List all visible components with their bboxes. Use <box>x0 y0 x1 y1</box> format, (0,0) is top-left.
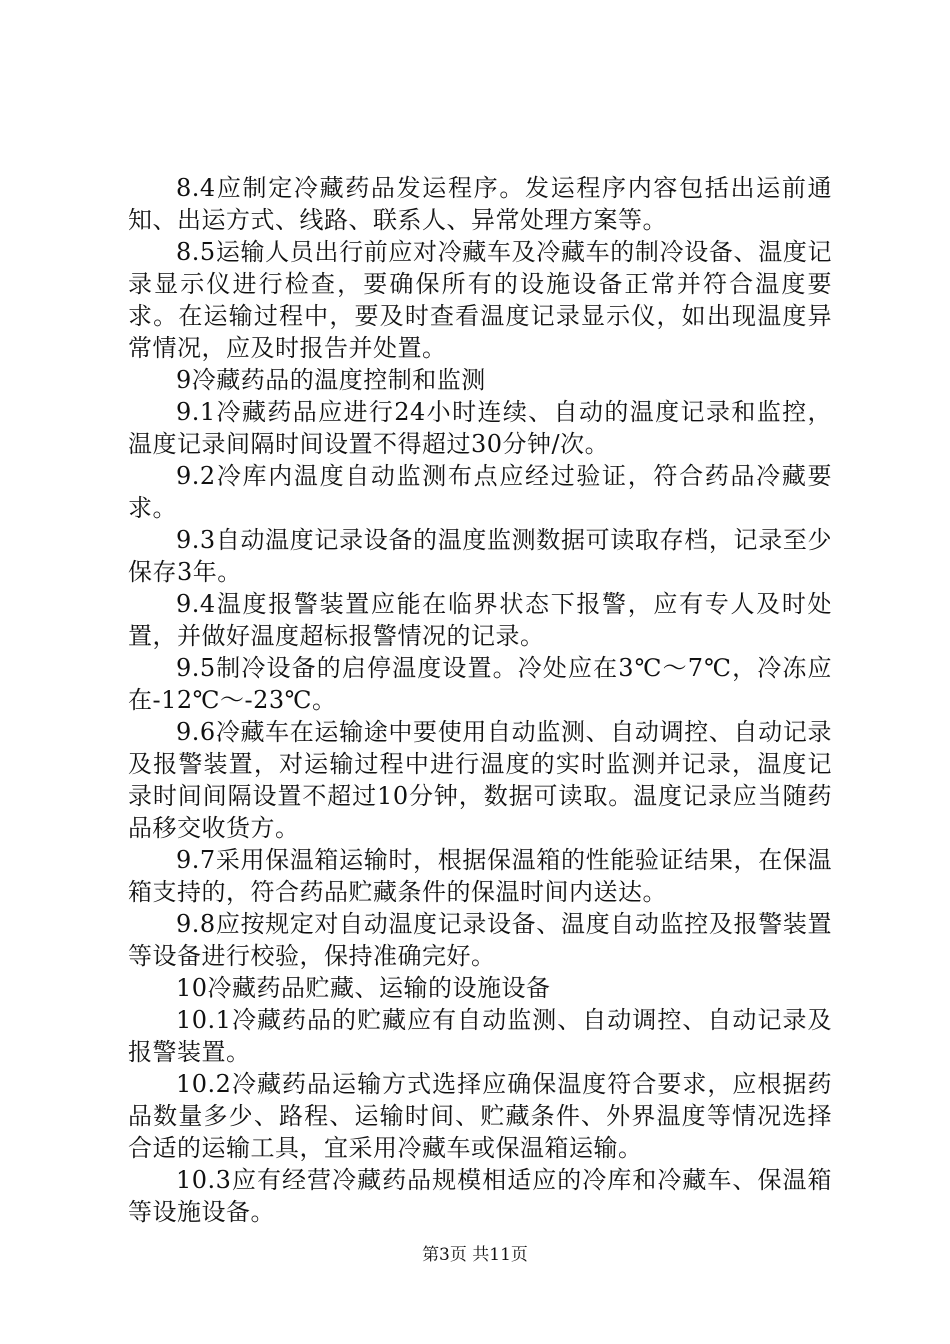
paragraph-9-5: 9.5制冷设备的启停温度设置。冷处应在3℃～7℃，冷冻应在-12℃～-23℃。 <box>128 654 832 714</box>
paragraph-10-2: 10.2冷藏药品运输方式选择应确保温度符合要求，应根据药品数量多少、路程、运输时间、贮藏条件、外界温度等情况选择合适的运输工具，宜采用冷藏车或保温箱运输。 <box>128 1070 832 1162</box>
paragraph-10-1: 10.1冷藏药品的贮藏应有自动监测、自动调控、自动记录及报警装置。 <box>128 1006 832 1066</box>
section-heading-9: 9冷藏药品的温度控制和监测 <box>176 366 486 394</box>
paragraph-9-6: 9.6冷藏车在运输途中要使用自动监测、自动调控、自动记录及报警装置，对运输过程中进行温度的实时监测并记录，温度记录时间间隔设置不超过10分钟，数据可读取。温度记录应当随药品移交收货方。 <box>128 718 832 842</box>
document-body <box>128 172 832 1228</box>
paragraph-9-7: 9.7采用保温箱运输时，根据保温箱的性能验证结果，在保温箱支持的，符合药品贮藏条件的保温时间内送达。 <box>128 846 832 906</box>
paragraph-9-2: 9.2冷库内温度自动监测布点应经过验证，符合药品冷藏要求。 <box>128 462 832 522</box>
page-footer: 第3页 共11页 <box>422 1245 528 1265</box>
paragraph-9-8: 9.8应按规定对自动温度记录设备、温度自动监控及报警装置等设备进行校验，保持准确完好。 <box>128 910 832 970</box>
paragraph-8-4: 8.4应制定冷藏药品发运程序。发运程序内容包括出运前通知、出运方式、线路、联系人、异常处理方案等。 <box>128 174 832 234</box>
paragraph-10-3: 10.3应有经营冷藏药品规模相适应的冷库和冷藏车、保温箱等设施设备。 <box>128 1166 832 1226</box>
paragraph-9-1: 9.1冷藏药品应进行24小时连续、自动的温度记录和监控，温度记录间隔时间设置不得超过30分钟/次。 <box>128 398 832 458</box>
paragraph-8-5: 8.5运输人员出行前应对冷藏车及冷藏车的制冷设备、温度记录显示仪进行检查，要确保所有的设施设备正常并符合温度要求。在运输过程中，要及时查看温度记录显示仪，如出现温度异常情况，应及时报告并处置。 <box>128 238 832 362</box>
section-heading-10: 10冷藏药品贮藏、运输的设施设备 <box>176 974 551 1002</box>
paragraph-9-3: 9.3自动温度记录设备的温度监测数据可读取存档，记录至少保存3年。 <box>128 526 832 586</box>
paragraph-9-4: 9.4温度报警装置应能在临界状态下报警，应有专人及时处置，并做好温度超标报警情况的记录。 <box>128 590 832 650</box>
